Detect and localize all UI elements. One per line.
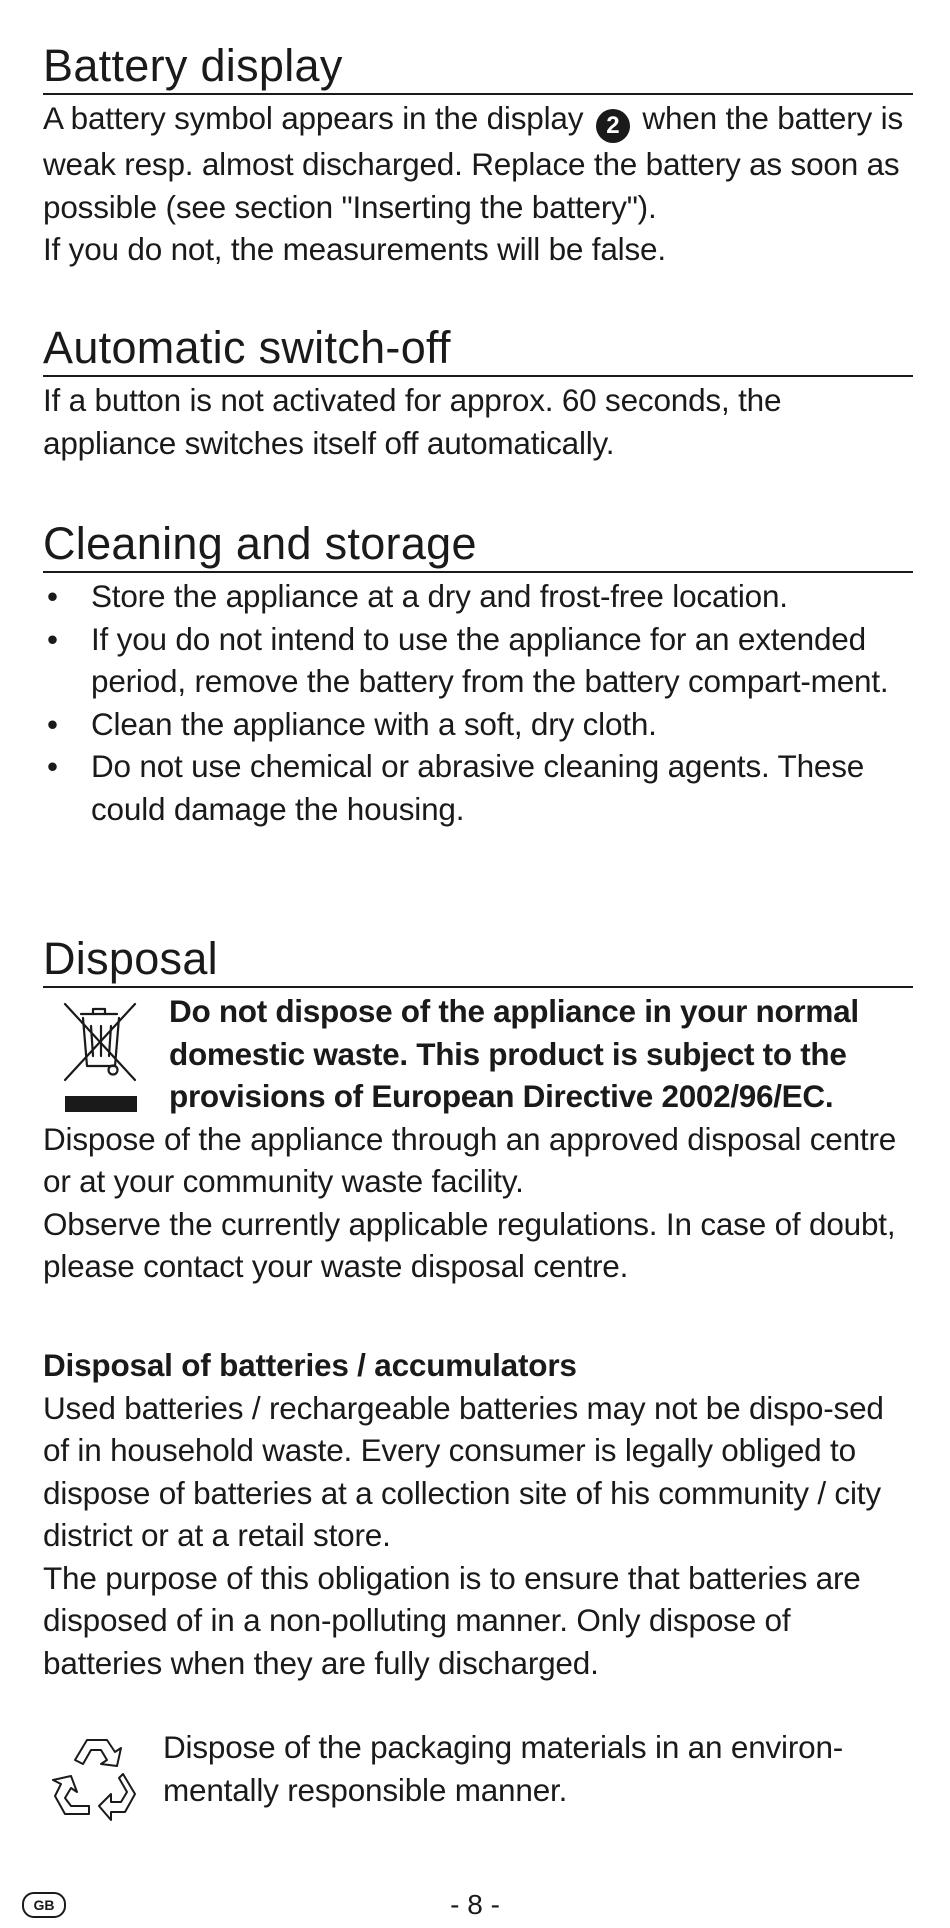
batteries-text-2: The purpose of this obligation is to ensure that batteries are disposed of in a non-polluting manner. Only dispose of batteries when they are fully discharged. bbox=[43, 1559, 861, 1681]
packaging-text: Dispose of the packaging materials in an environ-mentally responsible manner. bbox=[163, 1729, 844, 1808]
section-battery-display bbox=[43, 42, 913, 271]
bullet-icon: • bbox=[47, 748, 58, 785]
section-batteries bbox=[43, 1344, 913, 1684]
battery-display-text-b: when the battery bbox=[642, 100, 873, 137]
crossed-out-wheelie-bin-icon bbox=[57, 996, 141, 1116]
disposal-warning-text: Do not dispose of the appliance in your normal domestic waste. This product is subject to the provisions of European Directive 2002/96/EC. bbox=[169, 993, 859, 1115]
battery-display-text-a: A battery symbol appears in the display bbox=[43, 100, 584, 137]
list-item: • Store the appliance at a dry and frost-free location. bbox=[43, 575, 913, 618]
bullet-icon: • bbox=[47, 578, 58, 615]
bullet-icon: • bbox=[47, 620, 58, 657]
section-disposal bbox=[43, 935, 913, 1288]
auto-off-title: Automatic switch-off bbox=[43, 324, 913, 377]
section-packaging bbox=[43, 1726, 913, 1811]
battery-display-title: Battery display bbox=[43, 42, 913, 95]
page-footer bbox=[0, 1888, 950, 1922]
batteries-title: Disposal of batteries / accumulators bbox=[43, 1347, 577, 1383]
battery-display-text-rest: is weak resp. almost discharged. Replace the battery as soon as possible (see section "Inserting the battery"). bbox=[43, 100, 904, 225]
page-number: - 8 - bbox=[450, 1889, 500, 1920]
batteries-text-1: Used batteries / rechargeable batteries may not be dispo-sed of in household waste. Every consumer is legally obliged to dispose of batteries at a collection site of his community / city district or at a retail store. bbox=[43, 1389, 884, 1553]
country-badge: GB bbox=[22, 1892, 66, 1918]
battery-display-text bbox=[43, 97, 913, 228]
section-auto-off bbox=[43, 324, 913, 464]
list-item: • Do not use chemical or abrasive cleaning agents. These could damage the housing. bbox=[43, 745, 913, 830]
cleaning-list bbox=[43, 575, 913, 830]
disposal-warning-block bbox=[43, 990, 913, 1118]
section-cleaning bbox=[43, 520, 913, 830]
list-item: • If you do not intend to use the appliance for an extended period, remove the battery from the battery compart-ment. bbox=[43, 618, 913, 703]
recycle-icon bbox=[45, 1730, 145, 1830]
bullet-icon: • bbox=[47, 705, 58, 742]
list-item: • Clean the appliance with a soft, dry cloth. bbox=[43, 703, 913, 746]
display-ref-badge: 2 bbox=[596, 109, 630, 143]
auto-off-text: If a button is not activated for approx. 60 seconds, the appliance switches itself off automatically. bbox=[43, 382, 782, 461]
disposal-title: Disposal bbox=[43, 935, 913, 988]
battery-display-warning: If you do not, the measurements will be false. bbox=[43, 231, 666, 268]
disposal-text-1: Dispose of the appliance through an approved disposal centre or at your community waste facility. bbox=[43, 1120, 897, 1200]
cleaning-title: Cleaning and storage bbox=[43, 520, 913, 573]
disposal-text-2: Observe the currently applicable regulations. In case of doubt, please contact your waste disposal centre. bbox=[43, 1205, 896, 1285]
